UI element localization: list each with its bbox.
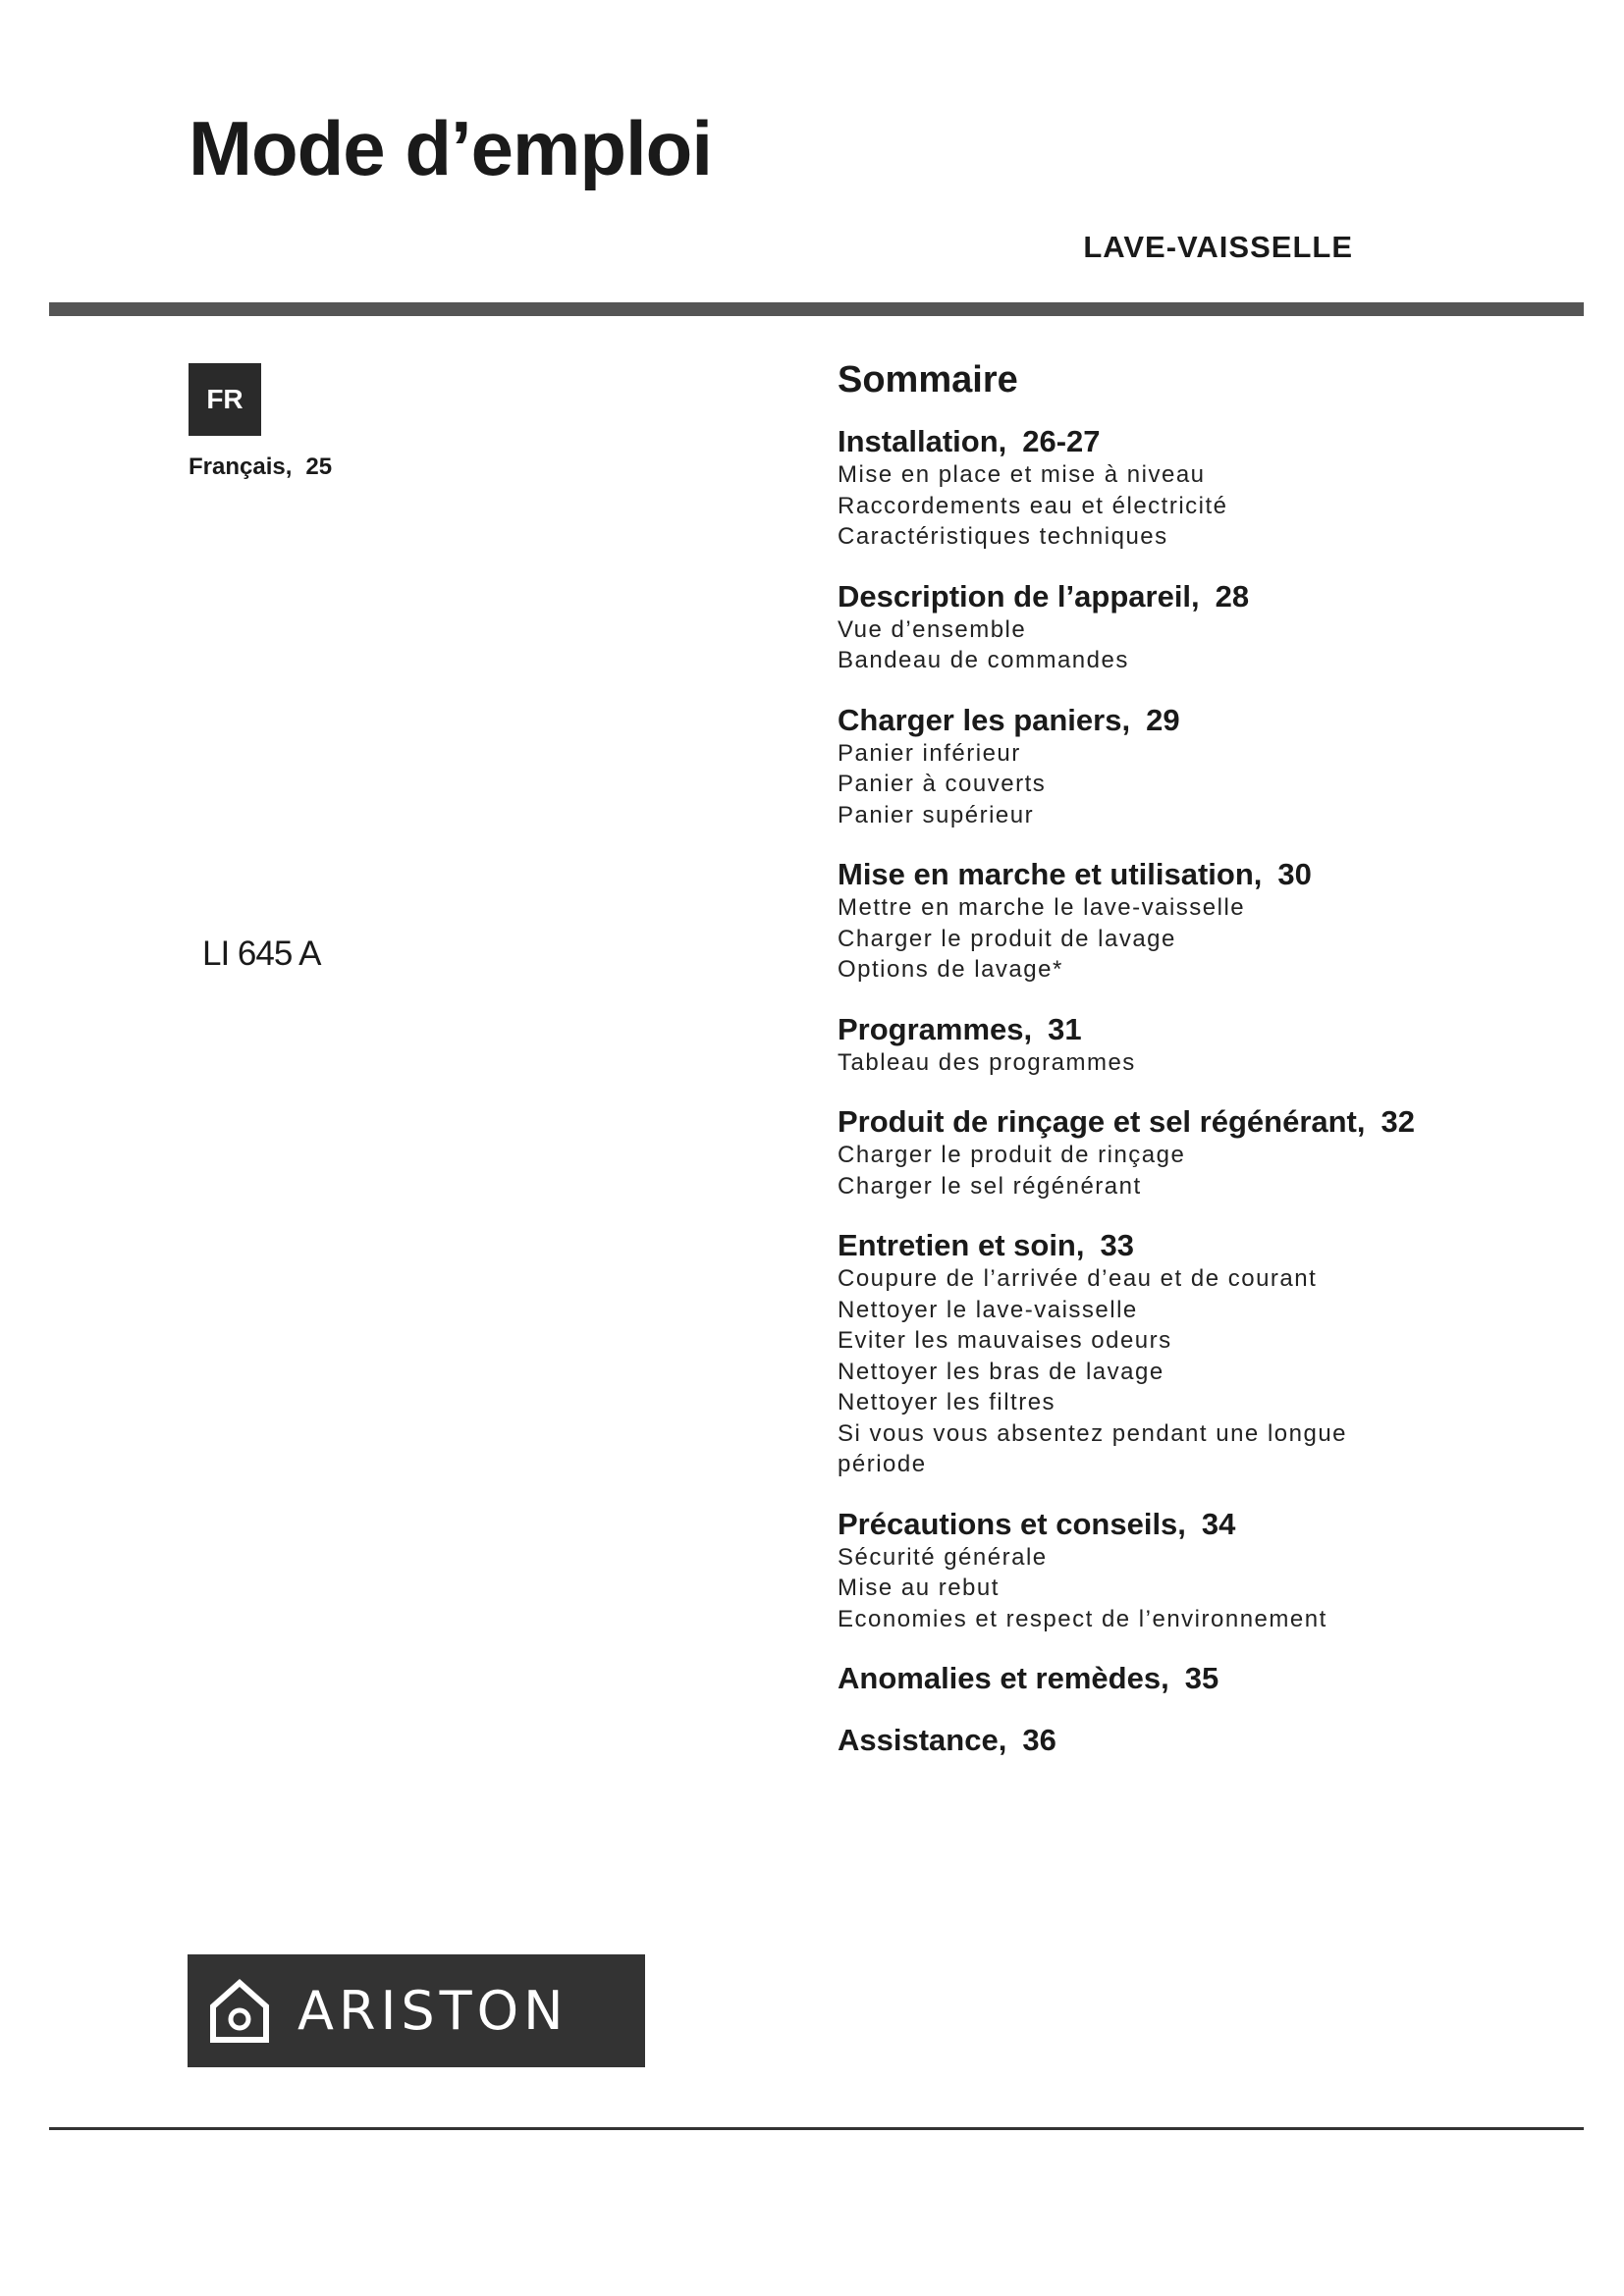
toc-subitem: période	[838, 1451, 927, 1477]
toc-section	[838, 578, 1486, 676]
toc-subitems	[838, 459, 1486, 553]
toc-subitems	[838, 1140, 1486, 1201]
toc-section-label: Charger les paniers,	[838, 702, 1131, 737]
toc-section-title	[838, 702, 1486, 738]
toc-section-page: 30	[1277, 857, 1312, 891]
toc-section-title	[838, 1227, 1486, 1263]
toc-section-title	[838, 856, 1486, 892]
toc-subitem: Charger le produit de rinçage	[838, 1142, 1186, 1168]
toc-section-title	[838, 1011, 1486, 1047]
toc-section-label: Anomalies et remèdes,	[838, 1661, 1169, 1695]
toc-section	[838, 1011, 1486, 1079]
product-type: LAVE-VAISSELLE	[1083, 230, 1353, 264]
toc-subitems	[838, 892, 1486, 986]
toc-subitem: Caractéristiques techniques	[838, 523, 1168, 550]
toc-subitems	[838, 1263, 1486, 1480]
brand-logo	[188, 1954, 645, 2067]
toc-section	[838, 1660, 1486, 1696]
brand-name: ARISTON	[298, 1980, 568, 2042]
toc-section-title	[838, 1722, 1486, 1758]
toc-section-label: Installation,	[838, 424, 1007, 458]
toc-subitems	[838, 1047, 1486, 1079]
toc-subitem: Panier inférieur	[838, 739, 1021, 767]
toc-subitem: Panier supérieur	[838, 801, 1035, 828]
toc-section-page: 26-27	[1022, 424, 1101, 458]
toc-subitem: Mise au rebut	[838, 1575, 1000, 1601]
toc-subitem: Options de lavage*	[838, 956, 1063, 983]
footer-divider	[49, 2127, 1584, 2130]
toc-section-label: Entretien et soin,	[838, 1228, 1085, 1262]
toc-section-label: Assistance,	[838, 1723, 1007, 1757]
toc-section-page: 28	[1215, 578, 1250, 614]
toc-section	[838, 1227, 1486, 1480]
toc-subitems	[838, 614, 1486, 676]
toc-subitem: Bandeau de commandes	[838, 647, 1129, 673]
toc-subitem: Si vous vous absentez pendant une longue	[838, 1419, 1348, 1447]
toc-subitem: Coupure de l’arrivée d’eau et de courant	[838, 1265, 1318, 1292]
toc-section-page: 36	[1022, 1723, 1056, 1757]
toc-subitem: Vue d’ensemble	[838, 615, 1027, 643]
toc-section-title	[838, 1103, 1486, 1140]
toc-section-page: 32	[1380, 1104, 1415, 1139]
table-of-contents	[838, 361, 1486, 1784]
toc-section	[838, 1506, 1486, 1635]
toc-subitem: Mettre en marche le lave-vaisselle	[838, 894, 1246, 921]
toc-subitem: Sécurité générale	[838, 1543, 1048, 1571]
toc-subitem: Charger le sel régénérant	[838, 1172, 1142, 1200]
language-name: Français,	[189, 454, 293, 480]
toc-subitems	[838, 1542, 1486, 1635]
model-number: LI 645 A	[202, 934, 321, 973]
language-page: 25	[305, 454, 333, 480]
toc-subitem: Nettoyer le lave-vaisselle	[838, 1296, 1138, 1323]
toc-section	[838, 423, 1486, 553]
header-divider	[49, 302, 1584, 316]
toc-section-title	[838, 1506, 1486, 1542]
toc-section-page: 35	[1184, 1661, 1219, 1695]
toc-subitem: Raccordements eau et électricité	[838, 492, 1228, 519]
toc-section-title	[838, 1660, 1486, 1696]
page-title: Mode d’emploi	[189, 105, 712, 191]
toc-section-title	[838, 578, 1486, 614]
toc-subitem: Nettoyer les bras de lavage	[838, 1358, 1164, 1385]
language-badge: FR	[189, 363, 261, 436]
toc-section-page: 33	[1100, 1228, 1134, 1262]
toc-section	[838, 1722, 1486, 1758]
toc-section-label: Programmes,	[838, 1011, 1033, 1046]
toc-section-page: 31	[1048, 1011, 1082, 1046]
toc-section	[838, 702, 1486, 831]
toc-subitem: Mise en place et mise à niveau	[838, 461, 1206, 488]
toc-section-label: Produit de rinçage et sel régénérant,	[838, 1104, 1366, 1139]
toc-subitems	[838, 738, 1486, 831]
toc-subitem: Nettoyer les filtres	[838, 1389, 1056, 1415]
toc-section	[838, 856, 1486, 986]
toc-section-title	[838, 423, 1486, 459]
toc-subitem: Tableau des programmes	[838, 1048, 1136, 1076]
toc-subitem: Economies et respect de l’environnement	[838, 1605, 1327, 1632]
toc-section-page: 34	[1201, 1506, 1236, 1541]
toc-section-page: 29	[1146, 702, 1180, 737]
toc-heading: Sommaire	[838, 359, 1018, 400]
toc-section	[838, 1103, 1486, 1201]
toc-subitem: Eviter les mauvaises odeurs	[838, 1327, 1172, 1354]
toc-subitem: Charger le produit de lavage	[838, 925, 1176, 952]
language-entry	[189, 454, 332, 481]
house-icon	[209, 1979, 270, 2044]
toc-section-label: Précautions et conseils,	[838, 1506, 1186, 1541]
toc-section-label: Mise en marche et utilisation,	[838, 857, 1263, 891]
toc-subitem: Panier à couverts	[838, 771, 1047, 797]
toc-section-label: Description de l’appareil,	[838, 578, 1200, 614]
toc-sections	[838, 423, 1486, 1758]
